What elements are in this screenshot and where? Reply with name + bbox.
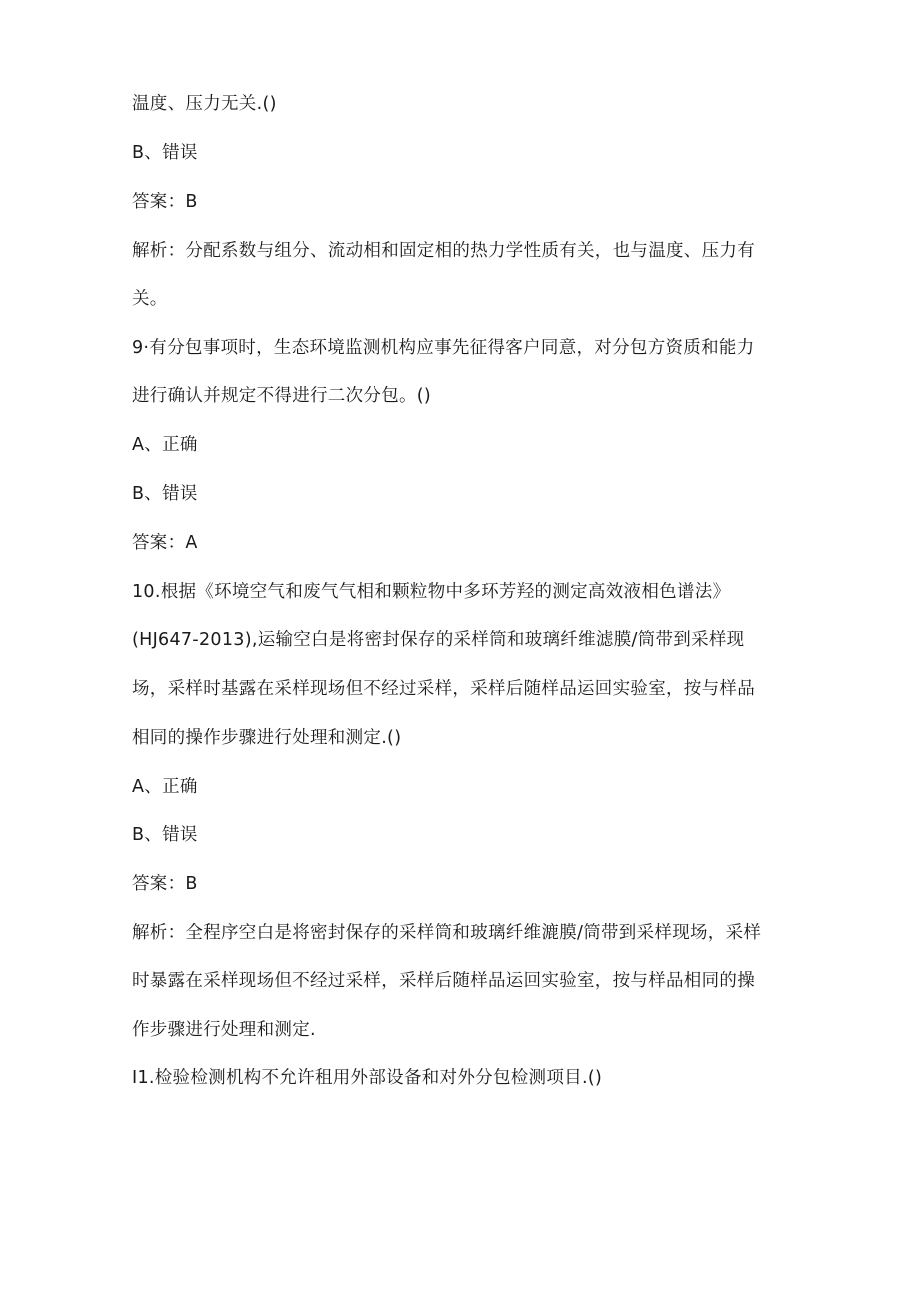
q8-explanation-line-2: 关。 <box>132 289 168 309</box>
q11-stem: I1.检验检测机构不允许租用外部设备和对外分包检测项目.() <box>132 1068 603 1088</box>
q8-explanation-line-1: 解析：分配系数与组分、流动相和固定相的热力学性质有关，也与温度、压力有 <box>132 241 755 261</box>
q8-answer: 答案：B <box>132 192 198 212</box>
q10-explanation-line-2: 时暴露在采样现场但不经过采样，采样后随样品运回实验室，按与样品相同的操 <box>132 971 755 991</box>
q10-option-a: A、正确 <box>132 777 198 797</box>
q8-option-b: B、错误 <box>132 143 198 163</box>
q10-option-b: B、错误 <box>132 825 198 845</box>
q9-answer: 答案：A <box>132 533 198 553</box>
q9-stem-line-2: 进行确认并规定不得进行二次分包。() <box>132 386 432 406</box>
q8-stem-continuation: 温度、压力无关.() <box>132 94 277 114</box>
q9-stem-line-1: 9·有分包事项时，生态环境监测机构应事先征得客户同意，对分包方资质和能力 <box>132 338 755 358</box>
q10-explanation-line-3: 作步骤进行处理和测定. <box>132 1020 316 1040</box>
q9-option-a: A、正确 <box>132 435 198 455</box>
q9-option-b: B、错误 <box>132 484 198 504</box>
q10-stem-line-4: 相同的操作步骤进行处理和测定.() <box>132 728 402 748</box>
q10-stem-line-3: 场，采样时基露在采样现场但不经过采样，采样后随样品运回实验室，按与样品 <box>132 679 755 699</box>
q10-stem-line-2: (HJ647-2013),运输空白是将密封保存的采样筒和玻璃纤维滤膜/筒带到采样现 <box>132 630 745 650</box>
q10-stem-line-1: 10.根据《环境空气和废气气相和颗粒物中多环芳羟的测定高效液相色谱法》 <box>132 582 731 602</box>
q10-answer: 答案：B <box>132 874 198 894</box>
q10-explanation-line-1: 解析：全程序空白是将密封保存的采样筒和玻璃纤维漉膜/筒带到采样现场，采样 <box>132 923 762 943</box>
